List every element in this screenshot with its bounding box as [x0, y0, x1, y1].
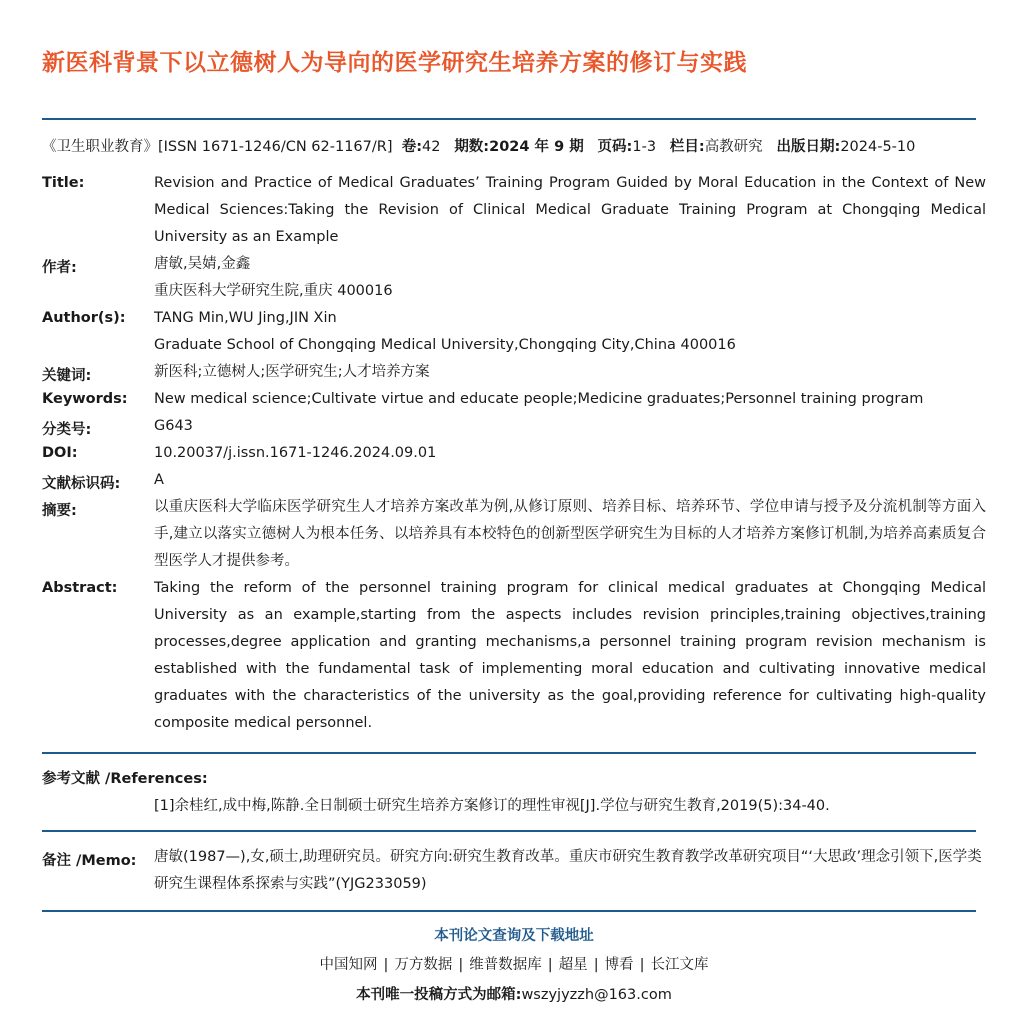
references-divider [42, 752, 976, 754]
column: 高教研究 [704, 139, 763, 155]
memo-label: 备注 /Memo: [42, 853, 137, 869]
pages: 1-3 [632, 139, 657, 155]
abstract-cn-label: 摘要: [42, 503, 77, 519]
author-cn-affiliation: 重庆医科大学研究生院,重庆 400016 [154, 283, 393, 299]
keywords-en-label: Keywords: [42, 391, 128, 407]
author-en-names: TANG Min,WU Jing,JIN Xin [154, 310, 337, 326]
abstract-en: Taking the reform of the personnel training program for clinical medical graduates at Chongqing Medical University as an example,starting from the aspects includes revision principles,training objectives,training processes,degree application and granting mechanisms,a personnel training program revision mechanism is established with the fundamental task of implementing moral education and cultivating innovative medical graduates with the characteristics of the university as the goal,providing reference for cultivating high-quality composite medical personnel. [154, 580, 986, 731]
database-wanfang[interactable]: 万方数据 [394, 957, 453, 973]
column-label: 栏目: [669, 139, 705, 155]
separator: | [383, 957, 389, 973]
issue: 2024 年 9 期 [489, 139, 584, 155]
footer-divider [42, 910, 976, 912]
volume-label: 卷: [401, 139, 423, 155]
title-value: Revision and Practice of Medical Graduates’ Training Program Guided by Moral Education in the Context of New Medical Sciences:Taking the Revision of Clinical Medical Graduate Training Program at Chongqing Medical University as an Example [154, 175, 986, 245]
memo-text: 唐敏(1987—),女,硕士,助理研究员。研究方向:研究生教育改革。重庆市研究生教育教学改革研究项目“‘大思政’理念引领下,医学类研究生课程体系探索与实践”(YJG233059) [154, 849, 982, 892]
reference-item: [1]余桂红,成中梅,陈静.全日制硕士研究生培养方案修订的理性审视[J].学位与研究生教育,2019(5):34-40. [154, 798, 830, 814]
database-bookan[interactable]: 博看 [604, 957, 634, 973]
email-address[interactable]: wszyjyzzh@163.com [521, 987, 672, 1003]
journal-name: 《卫生职业教育》 [42, 139, 158, 155]
abstract-en-label: Abstract: [42, 580, 118, 596]
classification-value: G643 [154, 418, 193, 434]
doi-value: 10.20037/j.issn.1671-1246.2024.09.01 [154, 445, 437, 461]
classification-label: 分类号: [42, 422, 92, 438]
separator: | [639, 957, 645, 973]
doc-code-value: A [154, 472, 164, 488]
author-cn-names: 唐敏,吴婧,金鑫 [154, 256, 251, 272]
separator: | [547, 957, 553, 973]
author-en-label: Author(s): [42, 310, 126, 326]
abstract-cn: 以重庆医科大学临床医学研究生人才培养方案改革为例,从修订原则、培养目标、培养环节、学位申请与授予及分流机制等方面入手,建立以落实立德树人为根本任务、以培养具有本校特色的创新型医学研究生为目标的人才培养方案修订机制,为培养高素质复合型医学人才提供参考。 [154, 499, 986, 569]
references-heading: 参考文献 /References: [42, 771, 208, 787]
author-en-affiliation: Graduate School of Chongqing Medical University,Chongqing City,China 400016 [154, 337, 736, 353]
citation-line [42, 135, 915, 156]
database-cnki[interactable]: 中国知网 [319, 957, 378, 973]
issn: [ISSN 1671-1246/CN 62-1167/R] [158, 139, 393, 155]
doc-code-label: 文献标识码: [42, 476, 121, 492]
footer-email-line [0, 983, 1028, 1004]
author-cn-label: 作者: [42, 260, 77, 276]
database-chaoxing[interactable]: 超星 [558, 957, 588, 973]
date-label: 出版日期: [776, 139, 841, 155]
email-label: 本刊唯一投稿方式为邮箱: [356, 987, 522, 1003]
title-label: Title: [42, 175, 85, 191]
top-divider [42, 118, 976, 120]
separator: | [593, 957, 599, 973]
database-vip[interactable]: 维普数据库 [469, 957, 542, 973]
keywords-cn: 新医科;立德树人;医学研究生;人才培养方案 [154, 364, 430, 380]
separator: | [458, 957, 464, 973]
pages-label: 页码: [597, 139, 633, 155]
footer-database-list [0, 953, 1028, 974]
keywords-cn-label: 关键词: [42, 368, 92, 384]
memo-divider [42, 830, 976, 832]
publish-date: 2024-5-10 [840, 139, 916, 155]
keywords-en: New medical science;Cultivate virtue and educate people;Medicine graduates;Personnel training program [154, 391, 924, 407]
issue-label: 期数: [454, 139, 490, 155]
footer-title: 本刊论文查询及下载地址 [434, 928, 594, 944]
article-title: 新医科背景下以立德树人为导向的医学研究生培养方案的修订与实践 [42, 50, 747, 76]
volume: 42 [422, 139, 441, 155]
doi-label: DOI: [42, 445, 78, 461]
database-changjiang[interactable]: 长江文库 [650, 957, 709, 973]
